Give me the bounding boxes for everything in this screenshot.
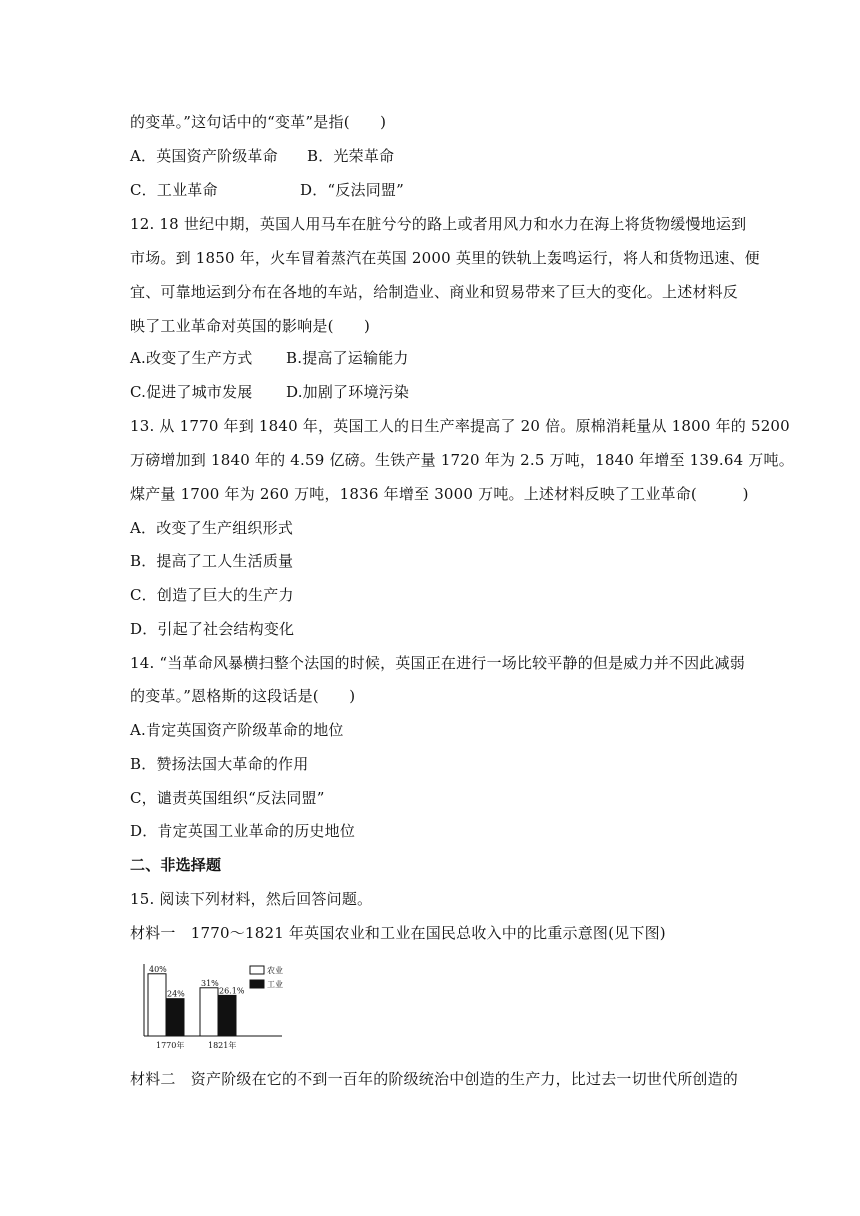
- bar-agriculture-1: [200, 988, 218, 1036]
- data-label-agriculture-0: 40%: [149, 964, 167, 974]
- income-share-chart: [142, 962, 292, 1052]
- q11-stem-end: 的变革。”这句话中的“变革”是指( ): [130, 113, 387, 131]
- q14-option-d: D．肯定英国工业革命的历史地位: [130, 822, 356, 840]
- material-two-text: 材料二 资产阶级在它的不到一百年的阶级统治中创造的生产力，比过去一切世代所创造的: [130, 1070, 739, 1088]
- q14-option-b: B．赞扬法国大革命的作用: [130, 755, 309, 773]
- q14-stem-line1: 14. “当革命风暴横扫整个法国的时候，英国正在进行一场比较平静的但是威力并不因此减弱: [130, 654, 745, 672]
- material-one-caption: 材料一 1770～1821 年英国农业和工业在国民总收入中的比重示意图(见下图): [130, 924, 666, 942]
- q14-option-c: C，谴责英国组织“反法同盟”: [130, 789, 325, 807]
- q14-option-a: A.肯定英国资产阶级革命的地位: [130, 721, 344, 739]
- q13-option-d: D．引起了社会结构变化: [130, 620, 295, 638]
- q13-option-a: A．改变了生产组织形式: [130, 519, 294, 537]
- q11-option-b: B．光荣革命: [307, 147, 395, 165]
- legend-label-0: 农业: [267, 966, 283, 975]
- q11-option-d: D．“反法同盟”: [300, 181, 404, 199]
- q13-option-c: C．创造了巨大的生产力: [130, 586, 294, 604]
- section-heading-non-choice: 二、非选择题: [130, 856, 222, 874]
- q11-option-c: C．工业革命: [130, 181, 218, 199]
- q12-option-c: C.促进了城市发展: [130, 383, 253, 401]
- q15-stem: 15. 阅读下列材料，然后回答问题。: [130, 890, 373, 908]
- q12-stem-line2: 市场。到 1850 年，火车冒着蒸汽在英国 2000 英里的铁轨上轰鸣运行，将人和货物迅速、便: [130, 249, 760, 267]
- bar-industry-1: [218, 995, 236, 1036]
- legend-label-1: 工业: [267, 980, 283, 989]
- income-share-chart-svg: [142, 962, 292, 1052]
- x-tick-label-0: 1770年: [156, 1041, 185, 1050]
- q11-option-a: A．英国资产阶级革命: [130, 147, 278, 165]
- q12-stem-line3: 宜、可靠地运到分布在各地的车站，给制造业、商业和贸易带来了巨大的变化。上述材料反: [130, 283, 739, 301]
- x-tick-label-1: 1821年: [208, 1041, 237, 1050]
- data-label-agriculture-1: 31%: [201, 978, 219, 988]
- q12-option-b: B.提高了运输能力: [286, 349, 409, 367]
- q14-stem-line2: 的变革。”恩格斯的这段话是( ): [130, 687, 356, 705]
- data-label-industry-0: 24%: [167, 989, 185, 999]
- q12-stem-line1: 12. 18 世纪中期，英国人用马车在脏兮兮的路上或者用风力和水力在海上将货物缓慢地运到: [130, 215, 747, 233]
- q12-stem-line4: 映了工业革命对英国的影响是( ): [130, 317, 371, 335]
- q12-option-d: D.加剧了环境污染: [286, 383, 410, 401]
- q13-stem-line2: 万磅增加到 1840 年的 4.59 亿磅。生铁产量 1720 年为 2.5 万吨，1840 年增至 139.64 万吨。: [130, 451, 794, 469]
- bar-industry-0: [166, 999, 184, 1036]
- q12-option-a: A.改变了生产方式: [130, 349, 253, 367]
- q13-option-b: B．提高了工人生活质量: [130, 552, 294, 570]
- data-label-industry-1: 26.1%: [219, 986, 245, 996]
- q13-stem-line1: 13. 从 1770 年到 1840 年，英国工人的日生产率提高了 20 倍。原棉消耗量从 1800 年的 5200: [130, 417, 790, 435]
- legend-swatch-0: [250, 966, 264, 974]
- q13-stem-line3: 煤产量 1700 年为 260 万吨，1836 年增至 3000 万吨。上述材料反映了工业革命( ): [130, 485, 749, 503]
- bar-agriculture-0: [148, 974, 166, 1036]
- legend-swatch-1: [250, 980, 264, 988]
